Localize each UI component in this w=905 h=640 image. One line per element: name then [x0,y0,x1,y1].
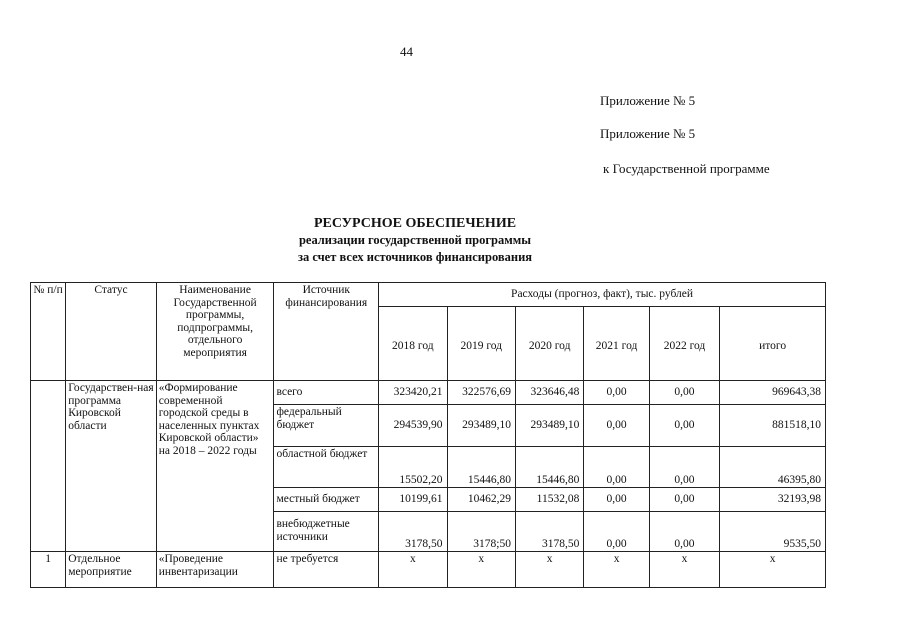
value-cell: 10462,29 [447,488,515,512]
measure-source: не требуется [274,552,379,588]
value-cell: 15446,80 [447,447,515,488]
value-cell: 294539,90 [379,405,447,447]
program-name: «Формирование современной городской среды в населенных пунктах Кировской области» на 2018 – 2022 годы [156,381,274,552]
value-cell: 3178,50 [379,512,447,552]
header-name: Наименование Государственной программы, подпрограммы, отдельного мероприятия [156,283,274,381]
value-cell: х [649,552,719,588]
title-subtitle-1: реализации государственной программы [298,233,532,247]
value-cell: 3178,50 [515,512,583,552]
header-row-1 [31,283,826,307]
title-subtitle-2: за счет всех источников финансирования [297,250,533,264]
value-cell: 0,00 [649,405,719,447]
document-title [240,215,590,266]
total-cell: 46395,80 [720,447,826,488]
total-cell: 32193,98 [720,488,826,512]
table-row [31,381,826,405]
value-cell: х [584,552,649,588]
program-status: Государствен-ная программа Кировской области [66,381,157,552]
source-cell: федеральный бюджет [274,405,379,447]
measure-num: 1 [31,552,66,588]
appendix-label-repeat: Приложение № 5 [600,126,696,141]
value-cell: 293489,10 [447,405,515,447]
source-cell: всего [274,381,379,405]
value-cell: 0,00 [649,447,719,488]
value-cell: 3178;50 [447,512,515,552]
value-cell: 0,00 [649,381,719,405]
value-cell: 11532,08 [515,488,583,512]
value-cell: х [447,552,515,588]
measure-name: «Проведение инвентаризации [156,552,274,588]
value-cell: 323646,48 [515,381,583,405]
program-num [31,381,66,552]
value-cell: 15502,20 [379,447,447,488]
total-cell: х [720,552,826,588]
value-cell: 0,00 [584,488,649,512]
value-cell: 0,00 [584,381,649,405]
total-cell: 881518,10 [720,405,826,447]
source-cell: местный бюджет [274,488,379,512]
value-cell: 323420,21 [379,381,447,405]
header-year-2021: 2021 год [584,307,649,381]
header-year-2019: 2019 год [447,307,515,381]
header-expenses: Расходы (прогноз, факт), тыс. рублей [379,283,826,307]
appendix-label: Приложение № 5 [600,93,696,108]
appendix-reference: к Государственной программе [603,161,770,176]
source-cell: внебюджетные источники [274,512,379,552]
value-cell: 0,00 [649,512,719,552]
value-cell: 0,00 [584,405,649,447]
value-cell: 15446,80 [515,447,583,488]
value-cell: 0,00 [584,447,649,488]
header-status: Статус [66,283,157,381]
header-year-2018: 2018 год [379,307,447,381]
value-cell: 322576,69 [447,381,515,405]
title-main: РЕСУРСНОЕ ОБЕСПЕЧЕНИЕ [313,216,517,231]
header-source: Источник финансирования [274,283,379,381]
header-total: итого [720,307,826,381]
source-cell: областной бюджет [274,447,379,488]
value-cell: 293489,10 [515,405,583,447]
table-row [31,552,826,588]
value-cell: 0,00 [584,512,649,552]
value-cell: х [515,552,583,588]
resource-table [30,282,826,588]
value-cell: 10199,61 [379,488,447,512]
total-cell: 969643,38 [720,381,826,405]
header-year-2022: 2022 год [649,307,719,381]
page-number: 44 [400,44,413,59]
total-cell: 9535,50 [720,512,826,552]
value-cell: 0,00 [649,488,719,512]
header-num: № п/п [31,283,66,381]
header-year-2020: 2020 год [515,307,583,381]
value-cell: х [379,552,447,588]
measure-status: Отдельное мероприятие [66,552,157,588]
